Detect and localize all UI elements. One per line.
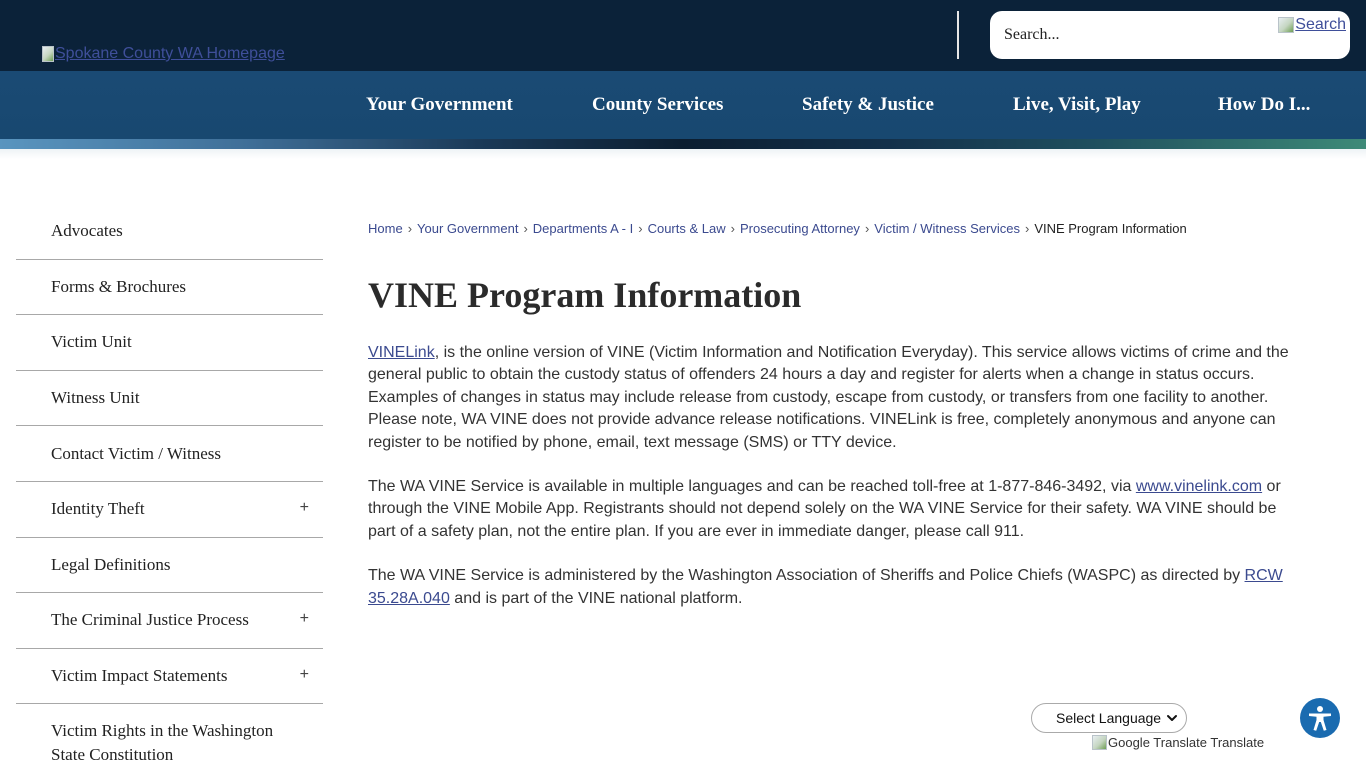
search-button-label: Search <box>1295 16 1346 33</box>
breadcrumb-home[interactable]: Home <box>368 220 403 236</box>
vinelink-website-link[interactable]: www.vinelink.com <box>1135 478 1263 496</box>
service-text-before: The WA VINE Service is available in multiple languages and can be reached toll-free at 1-877-846-3492, via <box>368 478 1136 496</box>
chevron-down-icon <box>1166 712 1178 724</box>
breadcrumb-victim-witness-services[interactable]: Victim / Witness Services <box>874 220 1020 236</box>
translate-credit-text: Google Translate Translate <box>1108 735 1265 750</box>
accessibility-button[interactable] <box>1300 698 1340 738</box>
sidebar-item-forms-brochures[interactable] <box>16 260 323 316</box>
logo-image-icon <box>42 46 54 62</box>
logo-alt-text: Spokane County WA Homepage <box>55 45 285 62</box>
sidebar-item-label: Victim Rights in the Washington State Constitution <box>51 721 274 765</box>
page-title: VINE Program Information <box>368 275 802 315</box>
main-content <box>368 219 1308 610</box>
sidebar-item-label: Contact Victim / Witness <box>51 443 222 463</box>
search-button[interactable] <box>1278 16 1346 34</box>
sidebar-item-label: The Criminal Justice Process <box>51 610 249 630</box>
breadcrumb-courts-law[interactable]: Courts & Law <box>647 220 726 236</box>
sidebar-item-victim-rights-constitution[interactable] <box>16 704 323 768</box>
sidebar-item-label: Forms & Brochures <box>51 276 187 296</box>
breadcrumb-prosecuting-attorney[interactable]: Prosecuting Attorney <box>739 220 860 236</box>
google-translate-logo-icon <box>1092 735 1107 750</box>
main-navigation <box>0 71 1366 139</box>
sidebar-item-label: Victim Unit <box>51 332 132 352</box>
administration-paragraph <box>368 565 1298 610</box>
sidebar-item-identity-theft[interactable] <box>16 482 323 538</box>
breadcrumb-current: VINE Program Information <box>1034 220 1187 236</box>
service-paragraph <box>368 476 1298 543</box>
sidebar-item-criminal-justice-process[interactable] <box>16 593 323 649</box>
breadcrumb-your-government[interactable]: Your Government <box>417 220 519 236</box>
site-header <box>0 0 1366 71</box>
sidebar-item-label: Identity Theft <box>51 499 145 519</box>
search-icon <box>1278 17 1294 33</box>
search-input[interactable] <box>1004 25 1274 45</box>
service-text-after: or through the VINE Mobile App. Registrants should not depend solely on the WA VINE Service for their safety. WA VINE should be part of a safety plan, not the entire plan. If you are ever in immediate danger, please call 911. <box>368 478 1281 540</box>
breadcrumb-separator: › <box>407 220 413 236</box>
breadcrumb-separator: › <box>730 220 735 236</box>
nav-county-services[interactable]: County Services <box>592 94 724 115</box>
google-translate-credit <box>1092 735 1264 750</box>
sidebar-item-victim-impact-statements[interactable] <box>16 649 323 705</box>
breadcrumb-separator: › <box>1024 220 1030 236</box>
administration-text-before: The WA VINE Service is administered by the Washington Association of Sheriffs and Police Chiefs (WASPC) as directed by <box>368 567 1245 585</box>
vinelink-link[interactable]: VINELink <box>368 344 435 361</box>
homepage-logo-link[interactable] <box>42 45 285 63</box>
nav-how-do-i[interactable]: How Do I... <box>1218 94 1311 115</box>
search-box <box>990 11 1350 59</box>
sidebar-item-label: Witness Unit <box>51 388 140 408</box>
rcw-link[interactable]: RCW 35.28A.040 <box>368 567 1283 607</box>
sidebar-item-advocates[interactable] <box>16 204 323 260</box>
header-accent-fade <box>0 149 1366 159</box>
header-divider <box>957 11 959 59</box>
sidebar-item-label: Legal Definitions <box>51 554 171 574</box>
breadcrumb <box>368 219 1308 237</box>
sidebar-item-legal-definitions[interactable] <box>16 538 323 594</box>
sidebar-item-label: Advocates <box>51 221 123 241</box>
header-accent-strip <box>0 139 1366 149</box>
expand-plus-icon[interactable]: + <box>299 499 309 517</box>
nav-safety-justice[interactable]: Safety & Justice <box>802 94 934 115</box>
breadcrumb-separator: › <box>638 220 643 236</box>
expand-plus-icon[interactable]: + <box>299 610 309 628</box>
expand-plus-icon[interactable]: + <box>299 666 309 684</box>
breadcrumb-separator: › <box>864 220 870 236</box>
sidebar-nav <box>16 204 323 768</box>
administration-text-after: and is part of the VINE national platform. <box>449 589 743 607</box>
accessibility-person-icon <box>1305 703 1335 733</box>
intro-paragraph <box>368 342 1298 454</box>
breadcrumb-departments-a-i[interactable]: Departments A - I <box>532 220 634 236</box>
sidebar-item-label: Victim Impact Statements <box>51 666 228 686</box>
language-select[interactable] <box>1031 703 1187 733</box>
breadcrumb-separator: › <box>523 220 528 236</box>
nav-your-government[interactable]: Your Government <box>366 94 513 115</box>
sidebar-item-victim-unit[interactable] <box>16 315 323 371</box>
sidebar-item-contact-victim-witness[interactable] <box>16 426 323 482</box>
intro-text: , is the online version of VINE (Victim Information and Notification Everyday). This service allows victims of crime and the general public to obtain the custody status of offenders 24 hours a day and register for alerts when a change in status occurs. Examples of changes in status may include release from custody, escape from custody, or transfers from one facility to another. Please note, WA VINE does not provide advance release notifications. VINELink is free, completely anonymous and anyone can register to be notified by phone, email, text message (SMS) or TTY device. <box>368 344 1289 451</box>
nav-live-visit-play[interactable]: Live, Visit, Play <box>1013 94 1141 115</box>
language-select-label: Select Language <box>1056 710 1162 726</box>
sidebar-item-witness-unit[interactable] <box>16 371 323 427</box>
